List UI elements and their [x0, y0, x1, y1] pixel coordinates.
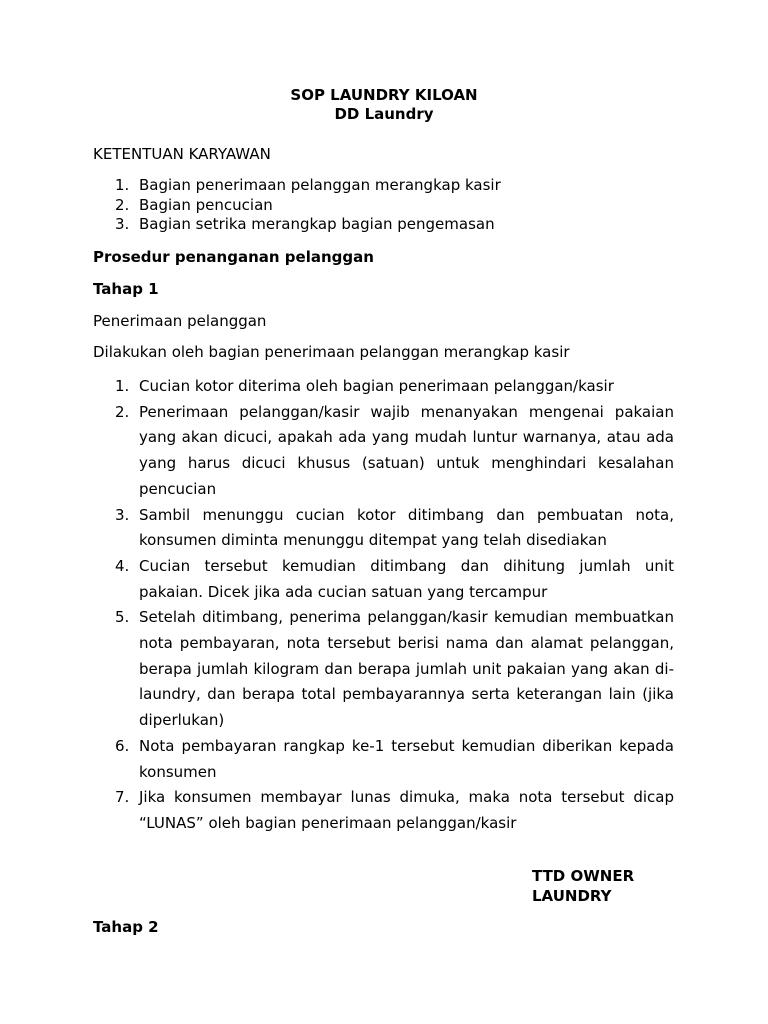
- stage1-list: [93, 374, 674, 837]
- list-item-text: Nota pembayaran rangkap ke-1 tersebut kemudian diberikan kepada konsumen: [139, 736, 674, 781]
- list-number: 3.: [115, 215, 130, 233]
- list-item: [93, 176, 501, 196]
- staff-heading: KETENTUAN KARYAWAN: [93, 145, 271, 163]
- list-item-text: Sambil menunggu cucian kotor ditimbang dan pembuatan nota, konsumen diminta menunggu ditempat yang telah disediakan: [139, 505, 674, 550]
- document-title: SOP LAUNDRY KILOAN: [290, 86, 478, 104]
- list-item: [93, 785, 674, 836]
- list-item-text: Bagian setrika merangkap bagian pengemasan: [139, 215, 495, 233]
- list-item-text: Setelah ditimbang, penerima pelanggan/kasir kemudian membuatkan nota pembayaran, nota tersebut berisi nama dan alamat pelanggan, berapa jumlah kilogram dan berapa jumlah unit pakaian yang akan di-laundry, dan berapa total pembayarannya serta keterangan lain (jika diperlukan): [139, 608, 674, 730]
- list-item-text: Penerimaan pelanggan/kasir wajib menanyakan mengenai pakaian yang akan dicuci, apakah ada yang mudah luntur warnanya, atau ada yang harus dicuci khusus (satuan) untuk menghindari kesalahan pencucian: [139, 402, 674, 498]
- list-number: 3.: [115, 505, 130, 524]
- list-item-text: Bagian pencucian: [139, 195, 273, 214]
- signature-line-1: TTD OWNER: [532, 867, 635, 885]
- list-item-text: Cucian kotor diterima oleh bagian penerimaan pelanggan/kasir: [139, 377, 614, 395]
- list-number: 5.: [115, 608, 130, 627]
- document-subtitle: DD Laundry: [334, 105, 434, 123]
- list-number: 4.: [115, 556, 130, 575]
- staff-list: [93, 176, 501, 235]
- list-number: 7.: [115, 788, 130, 807]
- list-item: [93, 196, 501, 216]
- list-item-text: Cucian tersebut kemudian ditimbang dan dihitung jumlah unit pakaian. Dicek jika ada cucian satuan yang tercampur: [139, 556, 674, 601]
- list-item: [93, 605, 674, 734]
- list-number: 1.: [115, 377, 130, 395]
- list-item: [93, 400, 674, 503]
- stage1-heading: Tahap 1: [93, 280, 159, 298]
- list-number: 2.: [115, 402, 130, 421]
- list-item-text: Bagian penerimaan pelanggan merangkap kasir: [139, 176, 501, 194]
- procedure-heading: Prosedur penanganan pelanggan: [93, 248, 374, 266]
- list-number: 2.: [115, 195, 130, 214]
- list-item: [93, 554, 674, 605]
- stage2-heading: Tahap 2: [93, 918, 159, 936]
- list-number: 6.: [115, 736, 130, 755]
- list-item: [93, 503, 674, 554]
- list-item: [93, 374, 674, 400]
- signature-line-2: LAUNDRY: [532, 887, 612, 905]
- stage1-intro: Dilakukan oleh bagian penerimaan pelanggan merangkap kasir: [93, 343, 570, 361]
- list-item: [93, 734, 674, 785]
- list-item: [93, 215, 501, 235]
- signature-block: [532, 866, 634, 906]
- list-number: 1.: [115, 176, 130, 194]
- stage1-subtitle: Penerimaan pelanggan: [93, 312, 267, 330]
- list-item-text: Jika konsumen membayar lunas dimuka, maka nota tersebut dicap “LUNAS” oleh bagian penerimaan pelanggan/kasir: [139, 788, 674, 832]
